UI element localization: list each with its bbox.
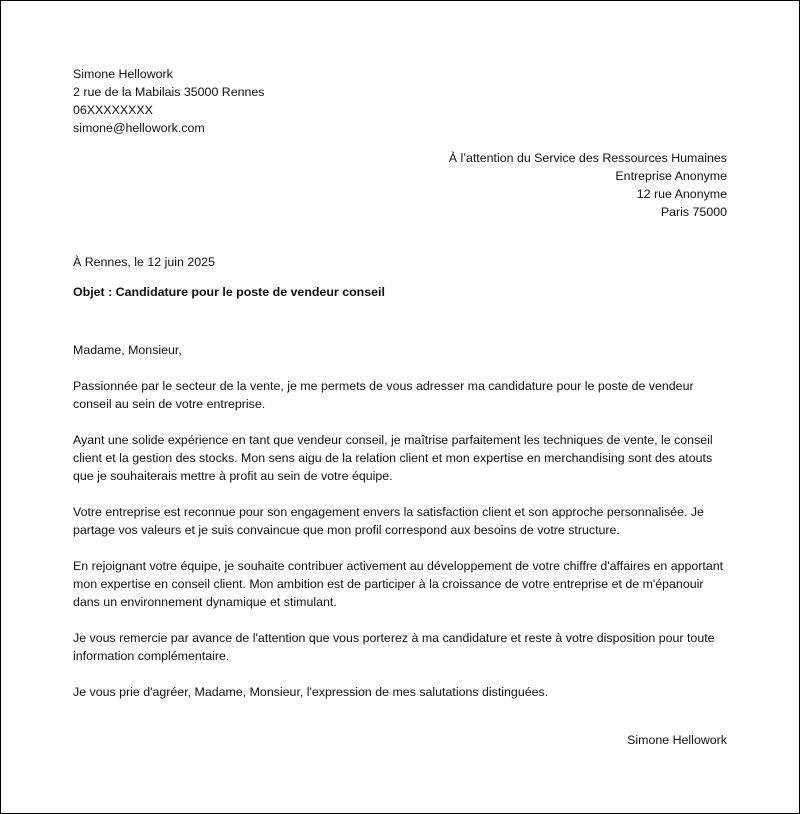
- greeting: Madame, Monsieur,: [73, 343, 182, 357]
- signature: Simone Hellowork: [627, 733, 727, 747]
- date-line: À Rennes, le 12 juin 2025: [73, 255, 215, 269]
- body-paragraph: Votre entreprise est reconnue pour son engagement envers la satisfaction client et son approche personnalisée. Je partage vos valeurs et je suis convaincue que mon profil correspond aux besoins de votre structure.: [73, 505, 704, 537]
- recipient-street: 12 rue Anonyme: [636, 187, 727, 201]
- recipient-attention: À l’attention du Service des Ressources Humaines: [448, 151, 727, 165]
- body-paragraph: En rejoignant votre équipe, je souhaite contribuer activement au développement de votre chiffre d'affaires en apportant mon expertise en conseil client. Mon ambition est de participer à la croissance de votre entreprise et de m'épanouir dans un environnement dynamique et stimulant.: [73, 559, 724, 609]
- body-paragraph: Ayant une solide expérience en tant que vendeur conseil, je maîtrise parfaitement les techniques de vente, le conseil client et la gestion des stocks. Mon sens aigu de la relation client et mon expertise en merchandising sont des atouts que je souhaiterais mettre à profit au sein de votre équipe.: [73, 433, 713, 483]
- recipient-block: [449, 149, 727, 221]
- body-paragraph: Passionnée par le secteur de la vente, je me permets de vous adresser ma candidature pour le poste de vendeur conseil au sein de votre entreprise.: [73, 379, 694, 411]
- body-paragraph: Je vous remercie par avance de l'attention que vous porterez à ma candidature et reste à votre disposition pour toute information complémentaire.: [73, 631, 715, 663]
- recipient-city: Paris 75000: [660, 205, 727, 219]
- sender-email: simone@hellowork.com: [73, 121, 205, 135]
- sender-address: 2 rue de la Mabilais 35000 Rennes: [73, 85, 265, 99]
- recipient-company: Entreprise Anonyme: [615, 169, 727, 183]
- sender-phone: 06XXXXXXXX: [73, 103, 153, 117]
- letter-body: [73, 341, 733, 719]
- sender-block: [73, 65, 265, 137]
- subject-line: Objet : Candidature pour le poste de vendeur conseil: [73, 285, 385, 299]
- sender-name: Simone Hellowork: [73, 67, 173, 81]
- closing-paragraph: Je vous prie d'agréer, Madame, Monsieur, l'expression de mes salutations distinguées.: [73, 685, 549, 699]
